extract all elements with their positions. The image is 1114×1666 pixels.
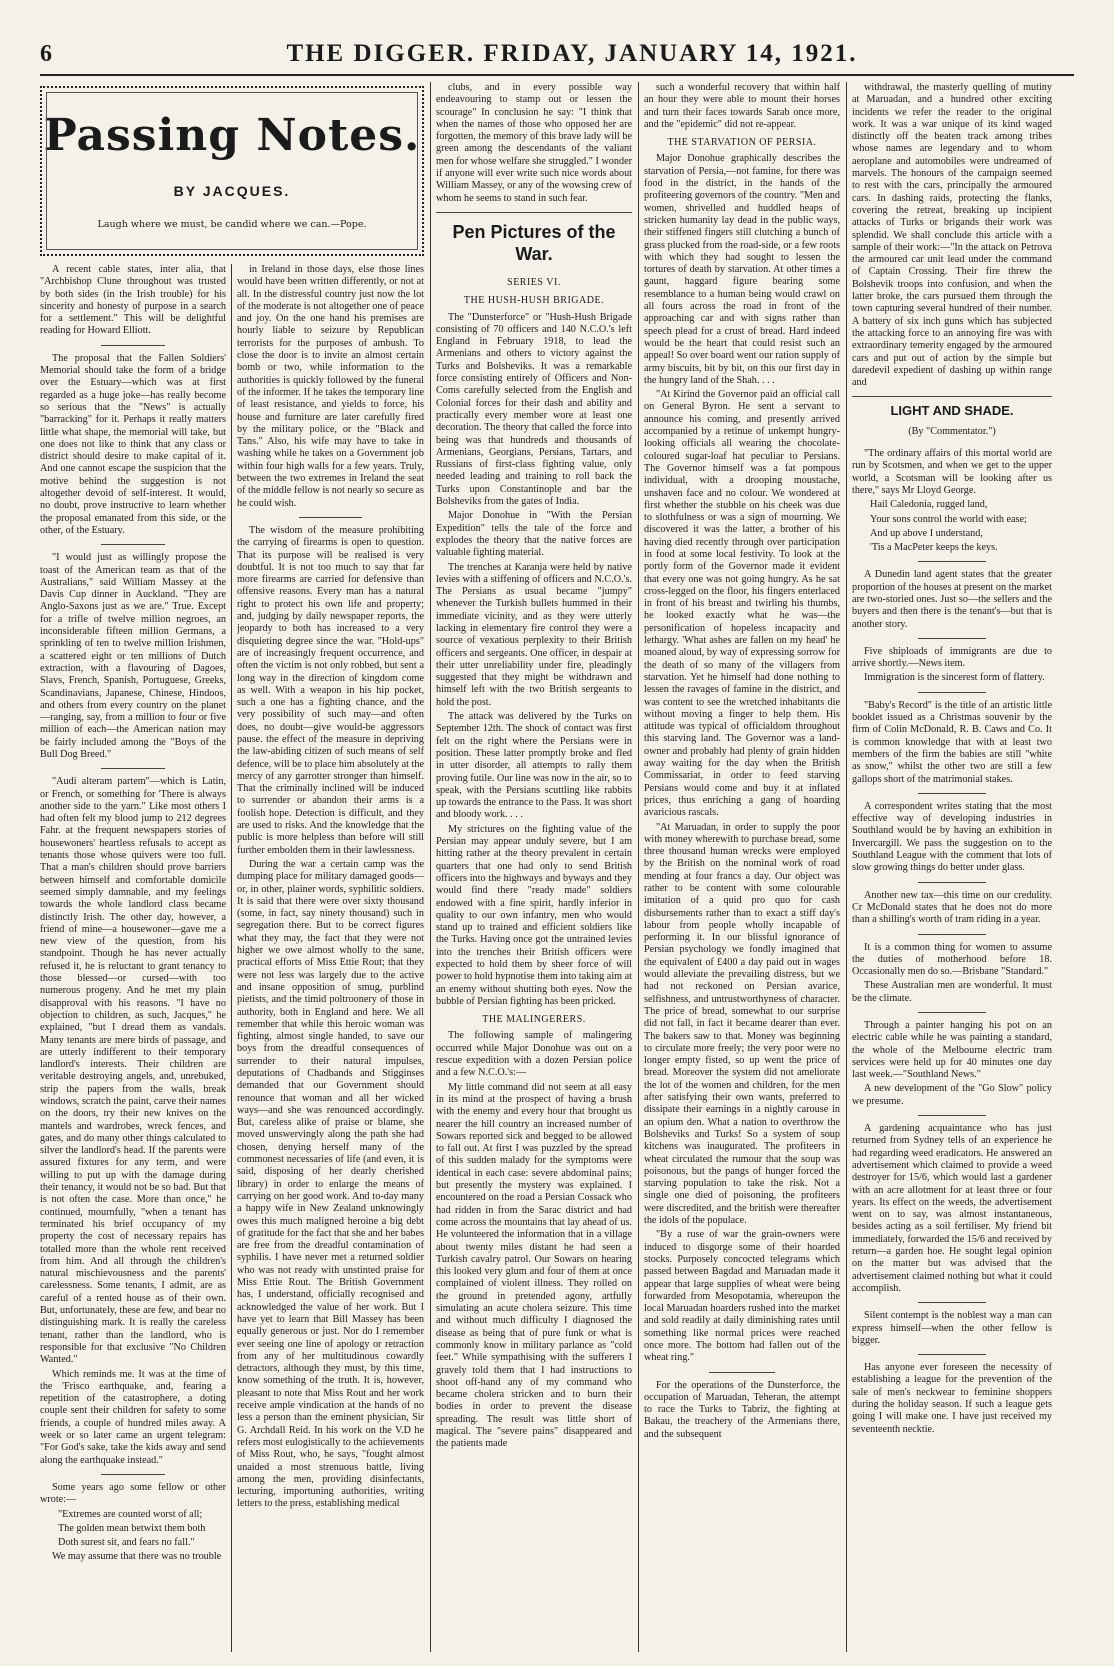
- article-paragraph: Five shiploads of immigrants are due to arrive shortly.—News item.: [852, 645, 1052, 670]
- column-2: [237, 264, 424, 1652]
- light-and-shade-byline: (By "Commentator."): [908, 425, 996, 437]
- divider: [918, 793, 986, 794]
- divider: [918, 561, 986, 562]
- article-paragraph: A recent cable states, inter alia, that "Archbishop Clune throughout was trusted by both sides (in the Irish trouble) for his sincerity and honesty of purpose in a search for a settlement." This will be delightful reading for Howard Elliott.: [40, 264, 226, 337]
- divider: [918, 1354, 986, 1355]
- article-paragraph: Through a painter hanging his pot on an electric cable while he was painting a standard, the whole of the Melbourne electric tram services were held up for 40 minutes one day last week.—"Southland News.": [852, 1020, 1052, 1081]
- divider: [918, 934, 986, 935]
- article-paragraph: in Ireland in those days, else those lines would have been written differently, or not at all. In the distressful country just now the lot of the moderate is not altogether one of peace and joy. On the one hand his premises are hourly liable to seizure by Republican terrorists for the purposes of ambush. To close the door is to invite an almost certain bomb or two, while information to the authorities is quickly followed by the funeral of the informer. If he takes the temporary line of least resistance, and yields to force, his house and furniture are later carefully fired by the military police, or the "Black and Tans." Also, his wife may have to take in washing while he takes on a Government job within four high walls for a few years. Truly, between the two extremes in Ireland the seat of the middle fellow is not nearly so secure as he could wish.: [237, 264, 424, 509]
- article-paragraph: Silent contempt is the noblest way a man can express himself—when the other fellow is bigger.: [852, 1310, 1052, 1346]
- divider: [918, 882, 986, 883]
- article-paragraph: clubs, and in every possible way endeavouring to stamp out or lessen the scourage" In conclusion he say: "I think that when the names of those who opposed her are forgotten, the memory of this brave lady will be green among the descendants of the valiant men for whose welfare she struggled." I wonder if anyone will ever write such nice words about William Massey, or any of the wowsing crew of whom he seems to stand in such fear.: [436, 82, 632, 204]
- passing-notes-box: [40, 86, 424, 256]
- divider: [852, 396, 1052, 397]
- article-paragraph: It is a common thing for women to assume the duties of motherhood before 18. Occasionally men do so.—Brisbane "Standard.": [852, 941, 1052, 978]
- article-paragraph: We may assume that there was no trouble: [52, 1551, 222, 1563]
- divider: [918, 1302, 986, 1303]
- column-rule: [430, 82, 431, 1652]
- col1-articles: [40, 264, 226, 1564]
- article-paragraph: For the operations of the Dunsterforce, the occupation of Maruadan, Teheran, the attempt to race the Turks to Tabriz, the fighting at Bakau, the treachery of the Armenians there, and the subsequent: [644, 1379, 840, 1440]
- column-rule: [231, 264, 232, 1652]
- column-1: [40, 264, 226, 1652]
- article-paragraph: The wisdom of the measure prohibiting the carrying of firearms is open to question. That its purpose will be realised is very doubtful. It is not too much to say that far more firearms are carried for defensive than offensive reasons. Every man has a natural right to protect his own life and property; and, judging by daily newspaper reports, the jeopardy to both has increased to a very disquieting degree since the war. "Hold-ups" are of increasingly frequent occurrence, and often the victim is not only robbed, but sent a long way in the direction of kingdom come as well. With a weapon in his hip pocket, such a one has a fighting chance, and the very possibility of such may—and often does, no doubt—give would-be aggressors pause. the effect of the measure in depriving the law-abiding citizen of such means of self defence, will be to place him absolutely at the mercy of any garrotter stronger than himself. That the criminally inclined will be induced to surrender or abandon their arms is a foolish hope. Detection is difficult, and they are used to risks. And the knowledge that the public is more helpless than before will still further embolden them in their lawlessness.: [237, 524, 424, 856]
- article-paragraph: "At Kirind the Governor paid an official call on General Byron. He sent a servant to announce his coming, and presently arrived accompanied by a retinue of unkempt hungry-looking officials all wearing the chocolate-coloured sugar-loaf hat peculiar to Persians. The Governor himself was a fat pompous individual, with a drooping moustache, unshaven face and no colour. We wondered at first whether the stubble on his cheek was due to slothfulness or was a sign of mourning. We discovered it was the latter, a brother of his having died recently through over participation in food at some local festivity. To look at the portly form of the Governor made it evident that every one was not going hungry. As he sat cross-legged on the floor, his fingers enterlaced in front of his breast and twirling his thumbs, he looked exactly what he was—the personification of hopeless incapacity and lethargy. 'What ashes are fallen on my head' he moaned aloud, by way of expressing sorrow for the death of so many of the villagers from starvation. Yet he himself had done nothing to lessen the ravages of famine in the district, and was content to see the wretched inhabitants die without moving a finger to help them. His attitude was typical of officialdom throughout this starving land. The Governor was a land-owner and probably had plenty of grain hidden away waiting for the day when the British Commissariat, in order to feed starving Persians would come and buy it at inflated prices, thus enriching a gang of hoarding avaricious rascals.: [644, 389, 840, 819]
- passing-notes-byline: BY JACQUES.: [173, 183, 291, 199]
- article-paragraph: A gardening acquaintance who has just returned from Sydney tells of an experience he had regarding weed eradicators. He answered an advertisement which claimed to provide a weed destroyer for 15/6, which would last a gardener with an acre allotment for at least three or four years. Its effect on the weeds, the advertisement went on to say, was almost instantaneous, besides acting as a soil fertiliser. My friend bit immediately, forwarded the 15/6 and received by return—a garden hoe. He sought legal opinion on the matter but was advised that the advertisement claimed nothing but what it could accomplish.: [852, 1123, 1052, 1294]
- article-paragraph: My strictures on the fighting value of the Persian may appear unduly severe, but I am hitting rather at the theory prevalent in certain quarters that one had only to send British officers into the highways and byways and they would find there "ready made" soldiers endowed with a fine spirit, hardly inferior in quality to our own infantry, men who would stand up to trained and efficient soldiers like the Turks. Having once got the untrained levies into the trenches their British officers were expected to hold them by sheer force of will power to hold hypnotise them into taking aim at an enemy without shutting both eyes. Now the bubble of Persian fighting has been pricked.: [436, 823, 632, 1007]
- series-label: SERIES VI.: [507, 276, 561, 288]
- divider: [436, 212, 632, 213]
- page-number: 6: [40, 40, 52, 67]
- verse-line: Doth surest sit, and fears no fall.": [58, 1537, 195, 1549]
- verse-line: "Extremes are counted worst of all;: [58, 1508, 203, 1520]
- divider: [918, 638, 986, 639]
- article-paragraph: These Australian men are wonderful. It must be the climate.: [852, 980, 1052, 1004]
- article-paragraph: A Dunedin land agent states that the greater proportion of the houses at present on the market are two-storied ones. Just so—the sellers and the buyers and then there is the tenant's—but that is another story.: [852, 569, 1052, 630]
- passing-notes-title: Passing Notes.: [43, 110, 421, 161]
- divider: [299, 517, 363, 518]
- article-paragraph: Which reminds me. It was at the time of the 'Frisco earthquake, and, fearing a repetition of the catastrophere, a doting couple sent their children for safety to some friends, a couple of hundred miles away. A week or so later came an urgent telegram: "For God's sake, take the kids away and send along the earthquake instead.": [40, 1368, 226, 1466]
- verse-line: 'Tis a MacPeter keeps the keys.: [870, 542, 998, 554]
- article-paragraph: During the war a certain camp was the dumping place for military damaged goods—or, in other, plainer words, syphilitic soldiers. It is said that there were over sixty thousand (some, in fact, say ninety thousand) such in segregation there. But to be correct figures what they may, the fact that they were not higher we owe almost wholly to the sane, practical efforts of Miss Ettie Rout; that they were not less was largely due to the active and insane opposition of smug, purblind pietists, and the timid poltroonery of those in authority, both in England and here. We all remember that while this heroic woman was fighting, almost single handed, to save our boys from the dreadful consequences of surrender to their natural impulses, deputations of Chadbands and Stigginses demanded that our Government should renounce that woman and all her wicked ways—and she was renounced accordingly. But, careless alike of praise or blame, she moved unswervingly along the path she had chosen, denying herself many of the commonest necessaries of life (and even, it is said, disposing of her dearly cherished library) in order to enlarge the means of carrying on her good work. And to-day many a happy wife in New Zealand unknowingly owes this much maligned heroine a big debt of gratitude for the fact that she and her babes are free from the dreadful contamination of syphilis. I have never met a returned soldier who was not ready with unstinted praise for Miss Ettie Rout. The British Government has, I understand, officially recognised and acknowledged the value of her work. But I have yet to learn that Bill Massey has been equally generous or just. Nor do I remember ever seeing one line of apology or retraction from any of her multitudinous cowardly detractors, although they must, by this time, know something of the truth. It is, however, pleasant to note that Miss Rout and her work receive ample vindication at the hands of no less a person than the eminent physician, Sir G. Archdall Reid. In his work on the V.D he refers most eulogistically to the achievements of Miss Rout, who, he says, "fought almost unaided a most strenuous battle, living among the men, providing disinfectants, lecturing, importuning authorities, writing letters to the press, establishing medical: [237, 858, 424, 1510]
- article-paragraph: The proposal that the Fallen Soldiers' Memorial should take the form of a bridge over the Estuary—which was at first regarded as a huge joke—has really become so serious that the "News" is actually "barracking" for it. Perhaps it really matters little what shape, the memorial will take, but one does not like to think that any class or district should desire to make capital of it. And one cannot escape the suspicion that the motive behind the suggestion is not altogether devoid of self-interest. It would, no doubt, prove instructive to learn whether the proposal emanated from this side, or the other, of the Estuary.: [40, 352, 226, 536]
- light-and-shade-title: LIGHT AND SHADE.: [890, 403, 1014, 419]
- verse-line: Hail Caledonia, rugged land,: [870, 499, 988, 511]
- article-paragraph: Major Donohue graphically describes the starvation of Persia,—not famine, for there was food in the district, in the hands of the profiteering governors of the country. "Men and women, shrivelled and huddled heaps of stricken humanity lay dead in the public ways, their stiffened fingers still clutching a bunch of grass plucked from the road-side, or a few roots with which they had sought to lessen the tortures of death by starvation. At other times a gaunt, haggard figure bearing some resemblance to a human being would crawl on all fours across the road in front of the approaching car and with signs rather than speech plead for a crust of bread. Hard indeed would be the heart that could resist such an appeal! So over board went our ration supply of army biscuits, bit by bit, on this our first day in the hungry land of the Shah. . . .: [644, 153, 840, 386]
- article-paragraph: such a wonderful recovery that within half an hour they were able to mount their horses and turn their faces towards Sarab once more, and the "epidemic" did not re-appear.: [644, 82, 840, 130]
- divider: [101, 1474, 164, 1475]
- article-paragraph: Major Donohue in "With the Persian Expedition" tells the tale of the force and explodes the theory that the native forces are valuable fighting material.: [436, 510, 632, 559]
- article-paragraph: Some years ago some fellow or other wrote:—: [40, 1481, 226, 1506]
- article-paragraph: Another new tax—this time on our credulity. Cr McDonald states that he does not do more than a shilling's worth of tram riding in a year.: [852, 889, 1052, 926]
- article-paragraph: The trenches at Karanja were held by native levies with a stiffening of officers and N.C.O.'s. The Persians as usual became "jumpy" whenever the Turkish bullets hummed in their immediate vicinity, and as they were utterly lacking in elementary fire control they were a source of vexatious perplexity to their British officers and sergeants. One officer, in despair at their utter unreliability under fire, pleadingly suggested that they might be withdrawn and himself left with the two British sergeants to hold the post.: [436, 561, 632, 708]
- verse-line: Your sons control the world with ease;: [870, 513, 1027, 525]
- article-paragraph: My little command did not seem at all easy in its mind at the prospect of having a brush with the enemy and every hour that brought us nearer the hill country an increased number of Sowars reported sick and begged to be allowed to fall out. At first I was puzzled by the spread of this sudden malady for the symptoms were identical in each case: severe abdominal pains; but presently the mystery was explained. I encountered on the road a Persian Cossack who had ridden in from the Sarac district and had come across the mountains that lay ahead of us. He volunteered the information that in a village about twenty miles distant he had seen a Turkish cavalry patrol. Our Sowars on hearing this looked very glum and four of them at once complained of violent illness. They rolled on the ground in pretended agony, artfully simulating an acute cholera seizure. This time and without much difficulty I diagnosed the disease as being that of pure funk or what is commonly know in military parlance as "cold feet." While sympathising with the sufferers I gravely told them that I had instructions to shoot off-hand any of my command who became cholera stricken and to burn their bodies in order to prevent the disease spreading. The result was little short of magical. The "severe pains" disappeared and the patients made: [436, 1081, 632, 1450]
- pen-pictures-title: Pen Pictures of the War.: [452, 221, 616, 264]
- divider: [918, 692, 986, 693]
- columns: [40, 82, 1084, 1652]
- subhead-malingerers: THE MALINGERERS.: [482, 1014, 586, 1026]
- masthead: [40, 34, 1074, 76]
- article-paragraph: Has anyone ever foreseen the necessity of establishing a league for the prevention of the sale of men's neckwear to feminine shoppers during the holiday season. If such a league gets going I will make one. I have just received my seventeenth necktie.: [852, 1362, 1052, 1435]
- masthead-title: THE DIGGER. FRIDAY, JANUARY 14, 1921.: [286, 40, 858, 67]
- article-paragraph: The attack was delivered by the Turks on September 12th. The shock of contact was first felt on the right where the Persians were in position. These latter promptly broke and fled in utter disorder, all attempts to rally them proving futile. Our line was now in the air, so to speak, with the Persians scuttling like rabbits up towards the entrance to the Pass. It was short and bloody work. . . .: [436, 711, 632, 821]
- passing-notes-motto: Laugh where we must, be candid where we can.—Pope.: [97, 219, 367, 230]
- article-paragraph: Immigration is the sincerest form of flattery.: [864, 672, 1045, 684]
- column-rule: [846, 82, 847, 1652]
- article-paragraph: The "Dunsterforce" or "Hush-Hush Brigade consisting of 70 officers and 140 N.C.O.'s left England in February 1918, to lead the Armenians and others to victory against the Turks and Bolsheviks. It was a remarkable force consisting entirely of Officers and Non-Coms carefully selected from the English and Colonial forces for their dash and ability and practically every member wore at least one decoration. The theory that called the force into being was that hundreds and thousands of Armenians, Georgians, Persians, Tartars, and Russians of first-class fighting value, only needed leading and training to roll back the Turks upon Constantinople and bar the Bolsheviks from the gates of India.: [436, 311, 632, 508]
- verse-line: The golden mean betwixt them both: [58, 1522, 206, 1534]
- divider: [101, 768, 164, 769]
- article-paragraph: A new development of the "Go Slow" policy we presume.: [852, 1083, 1052, 1107]
- divider: [918, 1115, 986, 1116]
- divider: [918, 1012, 986, 1013]
- verse-line: And up above I understand,: [870, 527, 983, 539]
- article-paragraph: "I would just as willingly propose the toast of the American team as that of the Australians," said William Massey at the Davis Cup dinner in Auckland. "They are Anglo-Saxons just as we are." True. Except for a trifle of twelve million negroes, an inconsiderable fifteen million Germans, a sprinkling of ten to twelve million Irishmen, a scattered eight or ten millions of Dutch extraction, with a flavouring of Dagoes, Slavs, French, Spanish, Portuguese, Greeks, Scandinavians, Japanese, Chinese, Hindoos, and others from every country on the planet—ranging, say, from a million to four or five million of each—the American nation may be fairly included among the "Boys of the Bull Dog Breed.": [40, 552, 226, 760]
- column-3: [436, 82, 632, 1652]
- article-paragraph: "The ordinary affairs of this mortal world are run by Scotsmen, and when we get to the upper world, a Scotsman will be looking after us there," says Mr Lloyd George.: [852, 448, 1052, 496]
- article-paragraph: A correspondent writes stating that the most effective way of developing industries in Southland would be by having an exhibition in Invercargill. We pass the suggestion on to the Southland League with the comment that lots of slow growing things do better under glass.: [852, 800, 1052, 874]
- article-paragraph: "At Maruadan, in order to supply the poor with money wherewith to purchase bread, some three thousand human wrecks were employed by the British on the nominal work of road mending at four francs a day. Our object was rather to be content with some colourable imitation of a quid pro quo for cash disbursements rather than to exact a stiff day's labour from people wholly incapable of performing it. In our blissful ignorance of Persian psychology we fondly imagined that the equivalent of £400 a day paid out in wages would alleviate the prevailing distress, but we had not reckoned on Persian avarice, selfishness, and untrustworthyness of character. The price of bread, somewhat to our surprise did not fall, in fact it became dearer than ever. The bakers saw to that. Money was beginning to circulate more freely; the very poor were no longer empty fisted, so up went the price of bread. Moreover the system did not ameliorate the lot of the women and children, for the men after satisfying their own wants, preferred to dissipate their earnings in a nightly carouse in an opium den. What a nation to overthrow the Bolsheviks and Turks! So a system of soup kitchens was inaugurated. The profiteers in wheat circulated the rumour that the soup was poisonous, but the pangs of hunger forced the starving population to take the risk. Not a single one died of poisoning, the profiteers were discredited, and the british were thereafter the idols of the populace.: [644, 821, 840, 1227]
- article-paragraph: "Baby's Record" is the title of an artistic little booklet issued as a Christmas souvenir by the firm of Colin McDonald, R. B. Caws and Co. It is common knowledge that with at least two members of the firm the babies are still "white as snow," whilst the other two are still a few gallops short of the matrimonial stakes.: [852, 699, 1052, 785]
- divider: [709, 1372, 776, 1373]
- subhead-starvation: THE STARVATION OF PERSIA.: [667, 137, 817, 149]
- article-paragraph: "By a ruse of war the grain-owners were induced to disgorge some of their hoarded stocks. Purposely concocted telegrams which passed between Bagdad and Maruadan made it appear that large supplies of wheat were being forwarded from Mesopotamia, whereupon the local Maruadan hoarders rushed into the market and sold readily at daily diminishing rates until something like normal prices were reached once more. The bottom had fallen out of the wheat ring.": [644, 1229, 840, 1364]
- article-paragraph: withdrawal, the masterly quelling of mutiny at Maruadan, and a hundred other exciting incidents we refer the reader to the original work. It was a war unique of its kind waged distinctly off the beaten track among tribes whose names are legendary and to whom aeroplane and automobiles were undreamed of marvels. The honours of the campaign seemed to rest with the cars, principally the armoured cars. In dashing raids, protecting the flanks, covering the retreat, breaking up incipient attacks of Turks or brigands their work was splendid. We shall conclude this article with a sample of their work:—"In the attack on Petrova the armoured car unit lead under the command of Captain Crossing. Their fire threw the Bolshevik troops into confusion, and when the latter broke, the cars pursued them through the town capturing several hundred of their number. A battery of six inch guns which has subjected the attacking force to an annoying fire was with extraordinary temerity engaged by the armoured cars and put out of action by the simple but daredevil expedient of dashing up within range and: [852, 82, 1052, 389]
- column-rule: [638, 82, 639, 1652]
- column-4: [644, 82, 840, 1652]
- subhead-hush-hush: THE HUSH-HUSH BRIGADE.: [463, 295, 605, 307]
- article-paragraph: The following sample of malingering occurred while Major Donohue was out on a rescue expedition with a dozen Persian police and a few N.C.O.'s:—: [436, 1030, 632, 1079]
- article-paragraph: "Audi alteram partem"—which is Latin, or French, or something for 'There is always another side to the yarn." Like most others I had often felt my blood jump to 212 degrees Fahr. at the frequent newspapers stories of housewoners' heartless refusals to accept as tenants those whose quivers were too full. That a man's children should prove barriers between himself and comfortable domicile seemed simply damnable, and my feelings towards the whole landlord class became distinctly Irish. The other day, however, a friend of mine—a housewoner—gave me a new view of the question, from his standpoint. Though he has never actually refused it, he is reluctant to grant tenancy to those blessed—or cursed—with too numerous progeny. And he met my plain disapproval with his reasons. "I have no objection to children, as such, Jacques," he explained, "but I dread them as vandals. Many tenants are mere birds of passage, and are utterly indifferent to their temporary landlord's interests. Their children are veritable destroying angels, and, unrebuked, strip the papers from the walls, break windows, scratch the paint, carve their names on the doors, try their new knives on the mantels and wardrobes, wreck fences, and gates, and do many other things calculated to silver the landlord's head. If the parents were assured fixtures for any term, and were willing to put up with the damage during their tenancy, it would not be so bad. But that is not often the case. More than once," he continued, mournfully, "when a tenant has terminated his brief occupancy of my property the cost of necessary repairs has totalled more than the whole rent received from him. And all through the children's natural mischievousness and the parents' carelessness. Some tenants, I admit, are as careful of a rented house as of their own. But, unfortunately, these are few, and bear no distinguishing mark. It is really the careless tenant, rather than the landlord, who is responsible for that exclusive "No Children Wanted.": [40, 776, 226, 1366]
- divider: [101, 544, 164, 545]
- column-5: [852, 82, 1052, 1652]
- divider: [101, 345, 164, 346]
